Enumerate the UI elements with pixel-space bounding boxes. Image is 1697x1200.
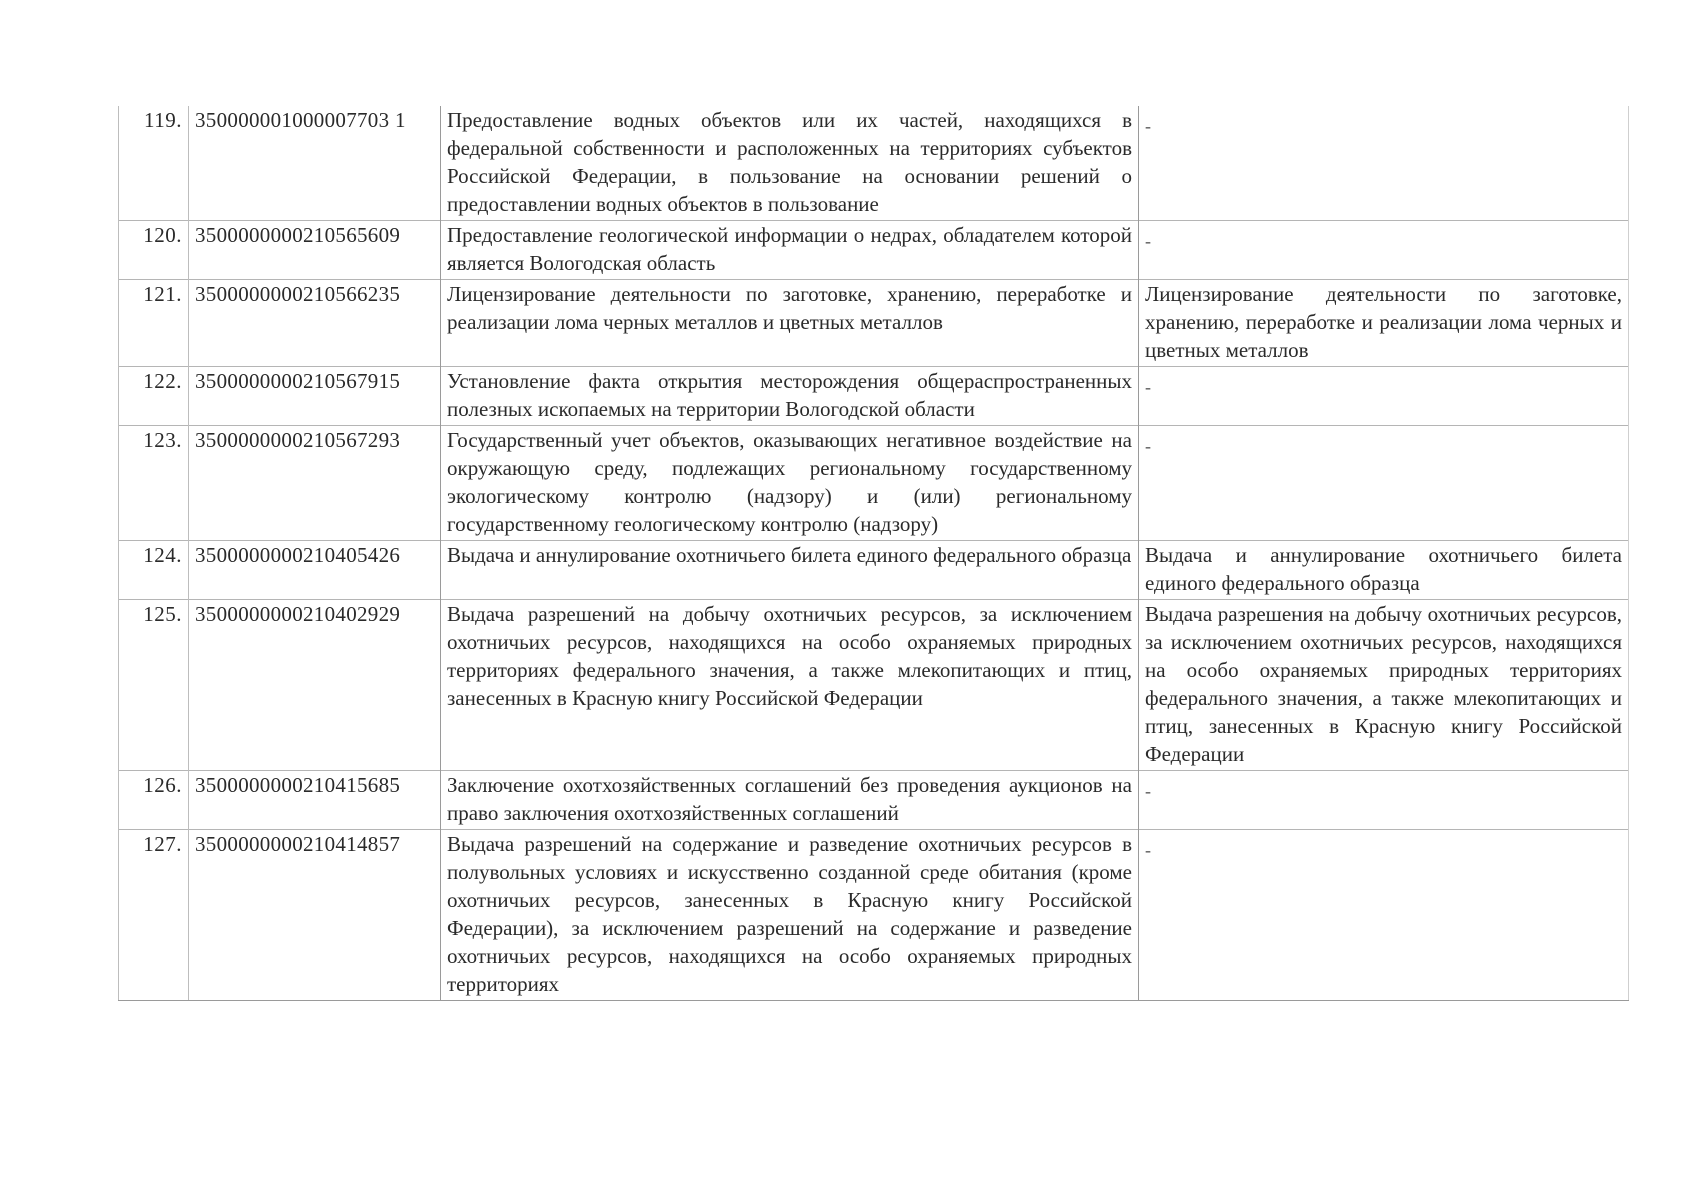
- service-code: 3500000000210405426: [189, 541, 441, 600]
- service-code: 3500000000210414857: [189, 830, 441, 1001]
- service-code: 3500000000210567915: [189, 367, 441, 426]
- row-number: 119.: [119, 106, 189, 221]
- row-number: 121.: [119, 280, 189, 367]
- service-name: Государственный учет объектов, оказывающих негативное воздействие на окружающую среду, подлежащих региональному государственному экологическому контролю (надзору) и (или) региональному государственному геологическому контролю (надзору): [441, 426, 1139, 541]
- alt-service-name: [1139, 830, 1629, 1001]
- row-number: 120.: [119, 221, 189, 280]
- empty-dash: -: [1145, 231, 1151, 251]
- service-code: 3500000000210415685: [189, 771, 441, 830]
- service-code: 3500000000210402929: [189, 600, 441, 771]
- alt-service-name: Лицензирование деятельности по заготовке, хранению, переработке и реализации лома черных и цветных металлов: [1139, 280, 1629, 367]
- empty-dash: -: [1145, 840, 1151, 860]
- services-table: [118, 106, 1629, 1001]
- service-name: Выдача разрешений на содержание и разведение охотничьих ресурсов в полувольных условиях и искусственно созданной среде обитания (кроме охотничьих ресурсов, занесенных в Красную книгу Российской Федерации), за исключением разрешений на содержание и разведение охотничьих ресурсов, находящихся на особо охраняемых природных территориях: [441, 830, 1139, 1001]
- table-row: [119, 280, 1629, 367]
- alt-service-name: [1139, 367, 1629, 426]
- service-name: Выдача разрешений на добычу охотничьих ресурсов, за исключением охотничьих ресурсов, находящихся на особо охраняемых природных территориях федерального значения, а также млекопитающих и птиц, занесенных в Красную книгу Российской Федерации: [441, 600, 1139, 771]
- service-name: Предоставление водных объектов или их частей, находящихся в федеральной собственности и расположенных на территориях субъектов Российской Федерации, в пользование на основании решений о предоставлении водных объектов в пользование: [441, 106, 1139, 221]
- service-name: Установление факта открытия месторождения общераспространенных полезных ископаемых на территории Вологодской области: [441, 367, 1139, 426]
- service-name: Предоставление геологической информации о недрах, обладателем которой является Вологодская область: [441, 221, 1139, 280]
- alt-service-name: [1139, 106, 1629, 221]
- row-number: 127.: [119, 830, 189, 1001]
- table-row: [119, 426, 1629, 541]
- service-code: 3500000000210567293: [189, 426, 441, 541]
- table-row: [119, 367, 1629, 426]
- table-row: [119, 771, 1629, 830]
- table-row: [119, 830, 1629, 1001]
- row-number: 125.: [119, 600, 189, 771]
- row-number: 123.: [119, 426, 189, 541]
- service-code: 3500000000210565609: [189, 221, 441, 280]
- empty-dash: -: [1145, 377, 1151, 397]
- empty-dash: -: [1145, 116, 1151, 136]
- service-name: Заключение охотхозяйственных соглашений без проведения аукционов на право заключения охотхозяйственных соглашений: [441, 771, 1139, 830]
- alt-service-name: [1139, 426, 1629, 541]
- row-number: 126.: [119, 771, 189, 830]
- row-number: 122.: [119, 367, 189, 426]
- service-name: Лицензирование деятельности по заготовке, хранению, переработке и реализации лома черных металлов и цветных металлов: [441, 280, 1139, 367]
- service-name: Выдача и аннулирование охотничьего билета единого федерального образца: [441, 541, 1139, 600]
- row-number: 124.: [119, 541, 189, 600]
- alt-service-name: [1139, 771, 1629, 830]
- service-code: 3500000000210566235: [189, 280, 441, 367]
- table-row: [119, 221, 1629, 280]
- table-row: [119, 600, 1629, 771]
- alt-service-name: [1139, 221, 1629, 280]
- service-code: 350000001000007703 1: [189, 106, 441, 221]
- table-row: [119, 106, 1629, 221]
- empty-dash: -: [1145, 781, 1151, 801]
- table-row: [119, 541, 1629, 600]
- empty-dash: -: [1145, 436, 1151, 456]
- alt-service-name: Выдача и аннулирование охотничьего билета единого федерального образца: [1139, 541, 1629, 600]
- alt-service-name: Выдача разрешения на добычу охотничьих ресурсов, за исключением охотничьих ресурсов, находящихся на особо охраняемых природных территориях федерального значения, а также млекопитающих и птиц, занесенных в Красную книгу Российской Федерации: [1139, 600, 1629, 771]
